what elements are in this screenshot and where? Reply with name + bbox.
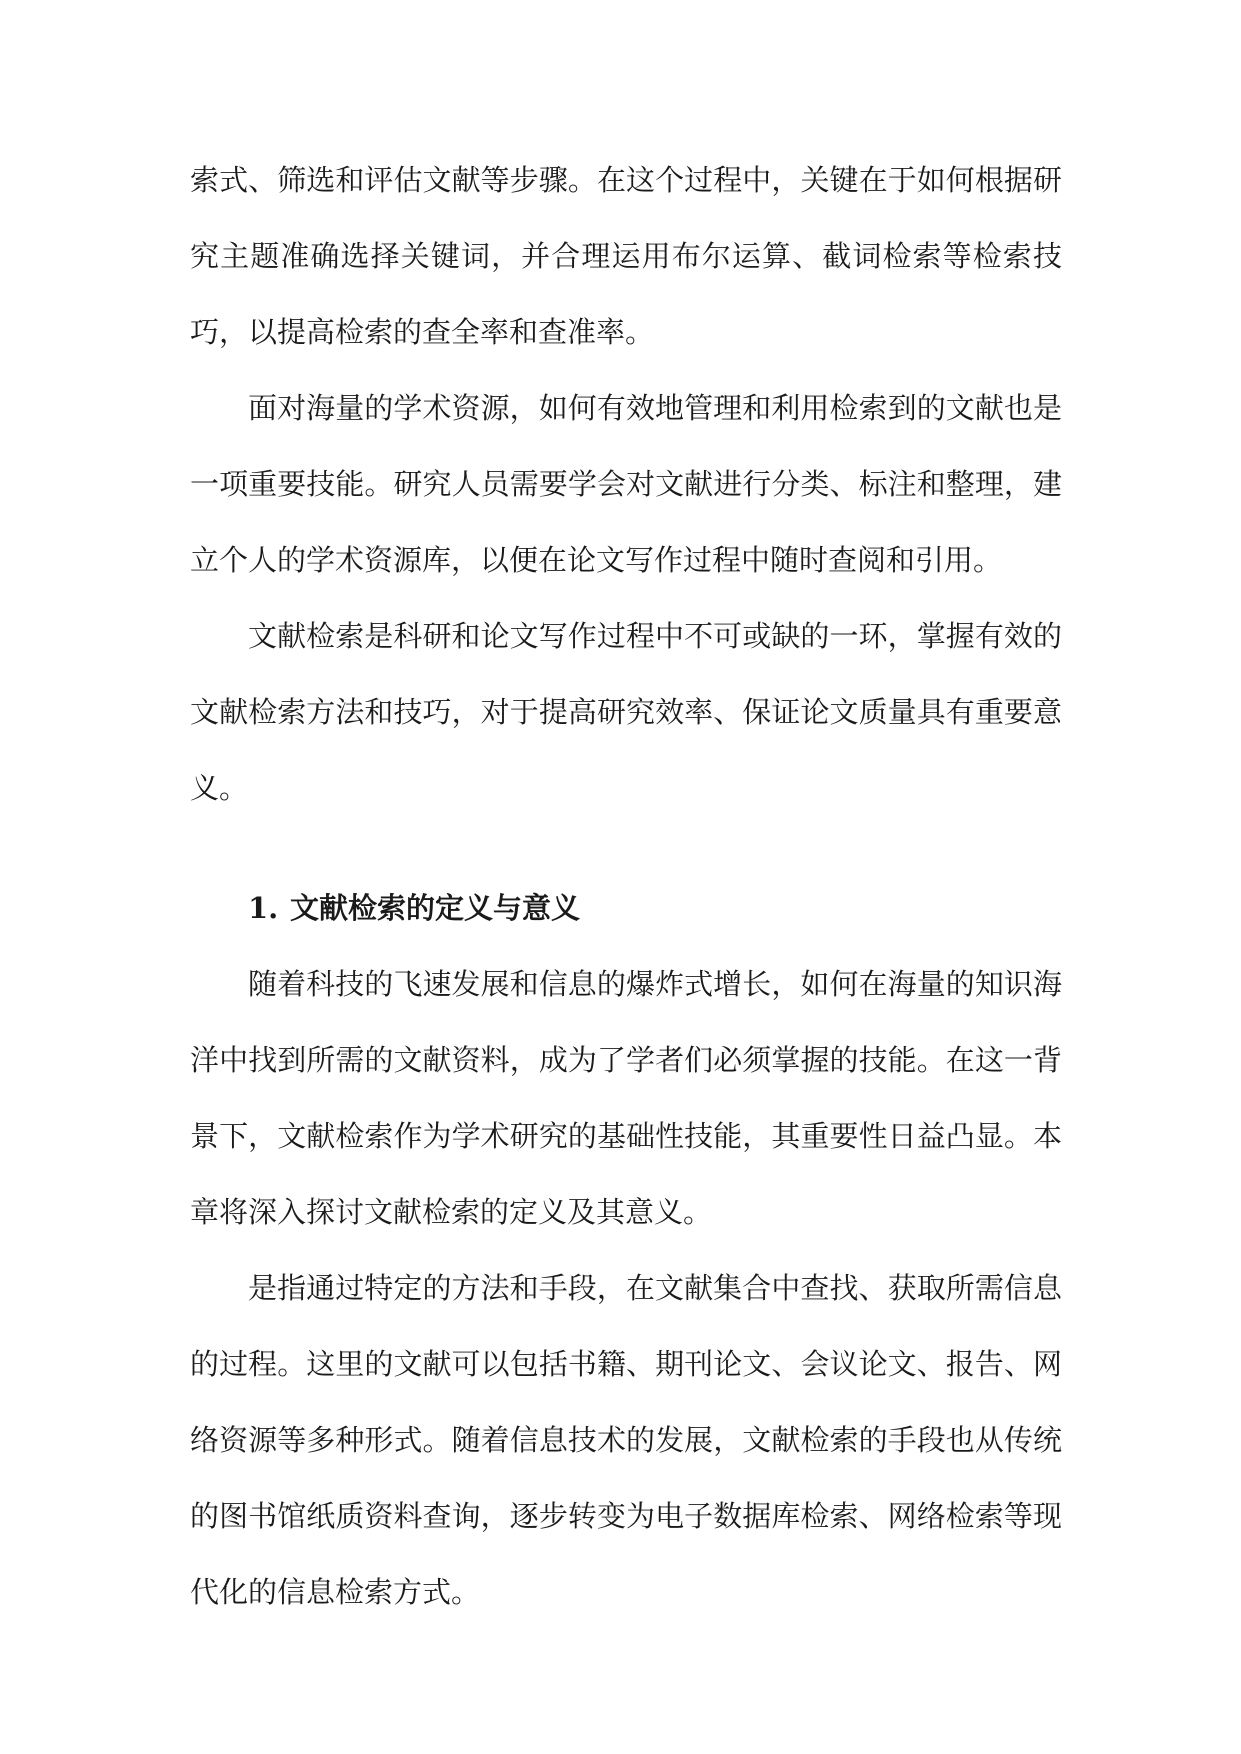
paragraph: 面对海量的学术资源，如何有效地管理和利用检索到的文献也是一项重要技能。研究人员需要学会对文献进行分类、标注和整理，建立个人的学术资源库，以便在论文写作过程中随时查阅和引用。 — [190, 391, 1062, 577]
paragraph-continuation: 索式、筛选和评估文献等步骤。在这个过程中，关键在于如何根据研究主题准确选择关键词，并合理运用布尔运算、截词检索等检索技巧，以提高检索的查全率和查准率。 — [190, 163, 1062, 349]
section-number: 1. — [248, 891, 279, 925]
paragraph: 是指通过特定的方法和手段，在文献集合中查找、获取所需信息的过程。这里的文献可以包括书籍、期刊论文、会议论文、报告、网络资源等多种形式。随着信息技术的发展，文献检索的手段也从传统的图书馆纸质资料查询，逐步转变为电子数据库检索、网络检索等现代化的信息检索方式。 — [190, 1271, 1062, 1609]
section-heading — [190, 870, 1062, 946]
document-body — [190, 142, 1062, 1630]
section-title: 文献检索的定义与意义 — [290, 891, 581, 925]
paragraph: 随着科技的飞速发展和信息的爆炸式增长，如何在海量的知识海洋中找到所需的文献资料，成为了学者们必须掌握的技能。在这一背景下，文献检索作为学术研究的基础性技能，其重要性日益凸显。本章将深入探讨文献检索的定义及其意义。 — [190, 967, 1062, 1229]
paragraph: 文献检索是科研和论文写作过程中不可或缺的一环，掌握有效的文献检索方法和技巧，对于提高研究效率、保证论文质量具有重要意义。 — [190, 619, 1062, 805]
